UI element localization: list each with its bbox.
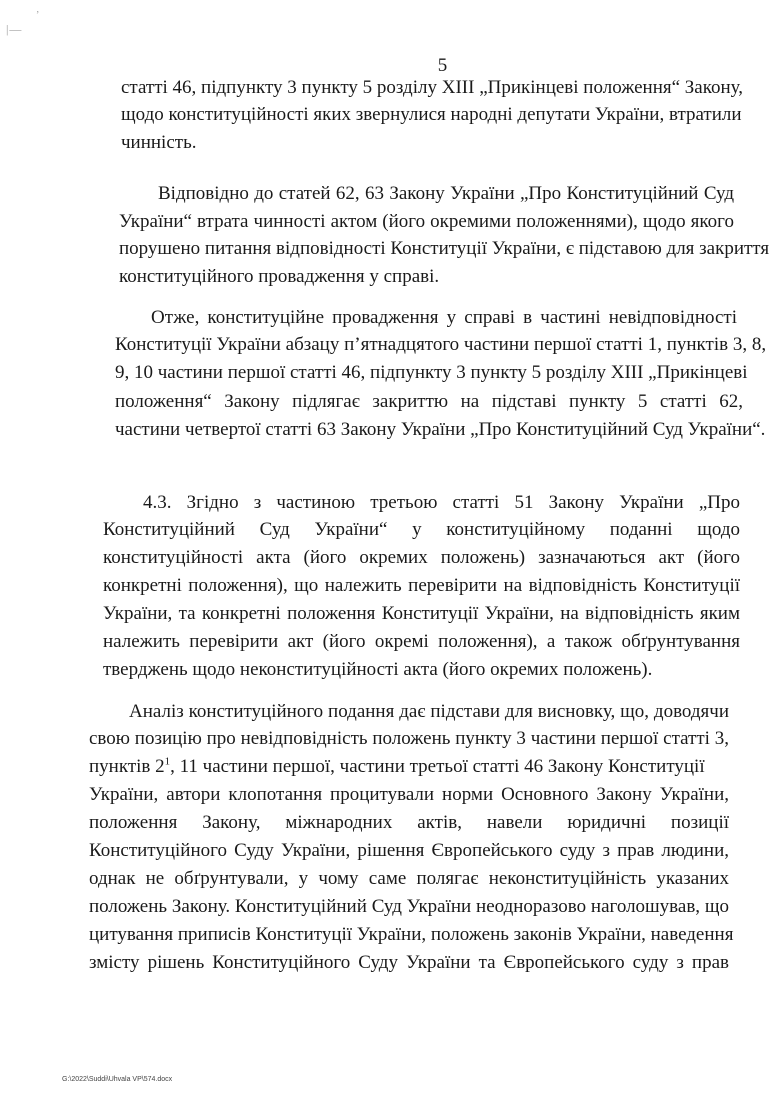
text-line: України, та конкретні положення Конституції України, на відповідність яким	[103, 603, 740, 624]
text-line-with-superscript	[89, 755, 729, 779]
text-line: України“ втрата чинності актом (його окремими положеннями), щодо якого	[119, 211, 734, 232]
text-line: конституційності акта (його окремих положень) зазначаються акт (його	[103, 547, 740, 568]
text-fragment: , 11 частини першої, частини третьої статті 46 Закону Конституції	[170, 756, 705, 777]
text-line: свою позицію про невідповідність положень пункту 3 частини першої статті 3,	[89, 728, 729, 749]
margin-scan-mark-small: ’	[36, 10, 40, 21]
text-line: порушено питання відповідності Конституції України, є підставою для закриття	[119, 238, 770, 259]
text-line: тверджень щодо неконституційності акта (його окремих положень).	[103, 659, 653, 680]
margin-scan-mark: |—	[6, 22, 23, 36]
text-line: 9, 10 частини першої статті 46, підпункту 3 пункту 5 розділу ХІІІ „Прикінцеві	[115, 362, 748, 383]
text-line: Конституційний Суд України“ у конституційному поданні щодо	[103, 519, 740, 540]
text-line: положення Закону, міжнародних актів, навели юридичні позиції	[89, 812, 729, 833]
text-line: щодо конституційності яких звернулися народні депутати України, втратили	[121, 104, 742, 125]
text-line: положень Закону. Конституційний Суд України неодноразово наголошував, що	[89, 896, 729, 917]
text-line: змісту рішень Конституційного Суду України та Європейського суду з прав	[89, 952, 729, 973]
text-line: Конституційного Суду України, рішення Європейського суду з прав людини,	[89, 840, 729, 861]
page-number: 5	[437, 55, 448, 76]
text-line: Аналіз конституційного подання дає підстави для висновку, що, доводячи	[129, 701, 729, 722]
text-fragment: пунктів 2	[89, 756, 165, 777]
text-line: статті 46, підпункту 3 пункту 5 розділу ХІІІ „Прикінцеві положення“ Закону,	[121, 77, 744, 98]
text-line: чинність.	[121, 132, 197, 153]
footnote-superscript: 1	[164, 755, 171, 768]
text-line: Відповідно до статей 62, 63 Закону України „Про Конституційний Суд	[158, 183, 734, 204]
text-line: однак не обґрунтували, у чому саме полягає неконституційність указаних	[89, 868, 729, 889]
text-line: конкретні положення), що належить перевірити на відповідність Конституції	[103, 575, 740, 596]
footer-file-path: G:\2022\Suddi\Uhvala VP\574.docx	[62, 1076, 173, 1083]
text-line: України, автори клопотання процитували норми Основного Закону України,	[89, 784, 729, 805]
text-line: Конституції України абзацу п’ятнадцятого частини першої статті 1, пунктів 3, 8,	[115, 334, 767, 355]
text-line: положення“ Закону підлягає закриттю на підставі пункту 5 статті 62,	[115, 391, 743, 412]
text-line: 4.3. Згідно з частиною третьою статті 51 Закону України „Про	[143, 492, 740, 513]
text-line: належить перевірити акт (його окремі положення), а також обґрунтування	[103, 631, 740, 652]
text-line: частини четвертої статті 63 Закону України „Про Конституційний Суд України“.	[115, 419, 766, 440]
text-line: Отже, конституційне провадження у справі в частині невідповідності	[151, 307, 737, 328]
text-line: цитування приписів Конституції України, положень законів України, наведення	[89, 924, 734, 945]
text-line: конституційного провадження у справі.	[119, 266, 440, 287]
